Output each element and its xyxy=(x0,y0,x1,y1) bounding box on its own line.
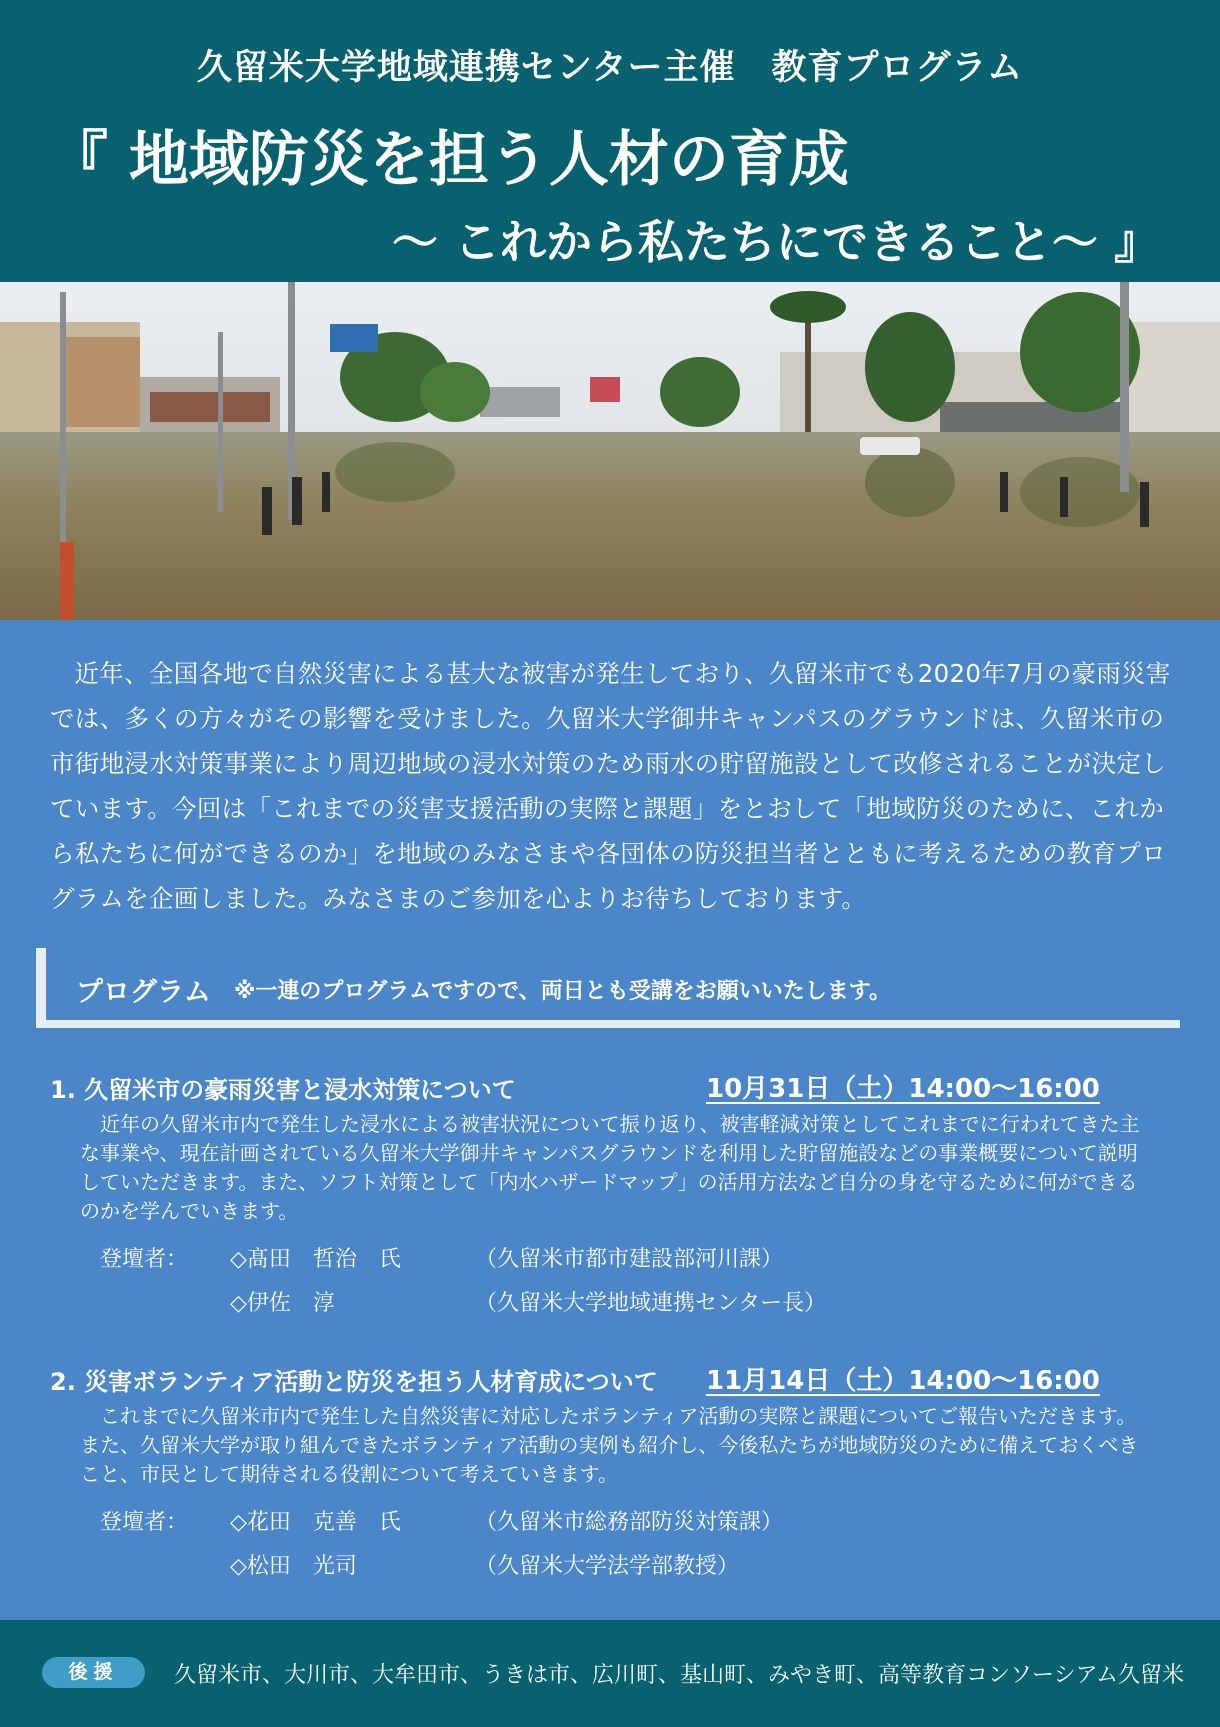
photo-illustration xyxy=(0,282,1220,620)
session-description: これまでに久留米市内で発生した自然災害に対応したボランティア活動の実際と課題についてご報告いただきます。また、久留米大学が取り組んできたボランティア活動の実例も紹介し、今後私たちが地域防災のために備えておくべきこと、市民として期待される役割について考えていきます。 xyxy=(80,1404,1139,1486)
speakers-label: 登壇者： xyxy=(100,1510,189,1535)
speaker-name: ◇花田 克善 氏 xyxy=(230,1510,401,1535)
supporters-list: 久留米市、大川市、大牟田市、うきは市、広川町、基山町、みやき町、高等教育コンソーシアム久留米 xyxy=(174,1663,1185,1688)
speaker-list xyxy=(100,1505,1175,1593)
session-title: 1. 久留米市の豪雨災害と浸水対策について xyxy=(50,1076,516,1104)
program-label: プログラム xyxy=(76,977,211,1008)
session-description: 近年の久留米市内で発生した浸水による被害状況について振り返り、被害軽減対策としてこれまでに行われてきた主な事業や、現在計画されている久留米大学御井キャンパスグラウンドを利用した貯留施設などの事業概要について説明していただきます。また、ソフト対策として「内水ハザードマップ」の活用方法など自分の身を守るために何ができるのかを学んでいきます。 xyxy=(80,1112,1140,1223)
page-subtitle: ～ これから私たちにできること～ 』 xyxy=(391,215,1160,269)
speakers-label: 登壇者： xyxy=(100,1247,189,1272)
speaker-row xyxy=(100,1549,1175,1593)
organizer-line: 久留米大学地域連携センター主催 教育プログラム xyxy=(196,48,1024,88)
speaker-name: ◇伊佐 淳 xyxy=(230,1291,335,1316)
flooded-street-photo xyxy=(0,282,1220,620)
speaker-list xyxy=(100,1242,1175,1330)
session-header xyxy=(50,1362,1175,1402)
program-heading-bar xyxy=(36,948,1180,1028)
speaker-name: ◇松田 光司 xyxy=(230,1554,357,1579)
speaker-affiliation: （久留米大学地域連携センター長） xyxy=(475,1291,827,1316)
footer-banner xyxy=(0,1620,1220,1727)
header-banner xyxy=(0,0,1220,282)
session-2 xyxy=(50,1362,1175,1593)
session-1 xyxy=(50,1070,1175,1330)
program-note: ※一連のプログラムですので、両日とも受講をお願いいたします。 xyxy=(234,979,891,1004)
session-date: 11月14日（土）14:00～16:00 xyxy=(706,1366,1100,1396)
page-title: 『 地域防災を担う人材の育成 xyxy=(48,125,849,195)
support-badge: 後援 xyxy=(42,1657,145,1688)
session-date: 10月31日（土）14:00～16:00 xyxy=(706,1074,1100,1104)
speaker-row xyxy=(100,1286,1175,1330)
speaker-name: ◇髙田 哲治 氏 xyxy=(230,1247,401,1272)
session-title: 2. 災害ボランティア活動と防災を担う人材育成について xyxy=(50,1368,658,1396)
speaker-affiliation: （久留米大学法学部教授） xyxy=(475,1554,740,1579)
intro-paragraph: 近年、全国各地で自然災害による甚大な被害が発生しており、久留米市でも2020年7月の豪雨災害では、多くの方々がその影響を受けました。久留米大学御井キャンパスのグラウンドは、久留米市の市街地浸水対策事業により周辺地域の浸水対策のため雨水の貯留施設として改修されることが決定しています。今回は「これまでの災害支援活動の実際と課題」をとおして「地域防災のために、これから私たちに何ができるのか」を地域のみなさまや各団体の防災担当者とともに考えるための教育プログラムを企画しました。みなさまのご参加を心よりお待ちしております。 xyxy=(50,659,1171,913)
session-header xyxy=(50,1070,1175,1110)
speaker-affiliation: （久留米市都市建設部河川課） xyxy=(475,1247,784,1272)
speaker-affiliation: （久留米市総務部防災対策課） xyxy=(475,1510,784,1535)
speaker-row xyxy=(100,1505,1175,1549)
speaker-row xyxy=(100,1242,1175,1286)
